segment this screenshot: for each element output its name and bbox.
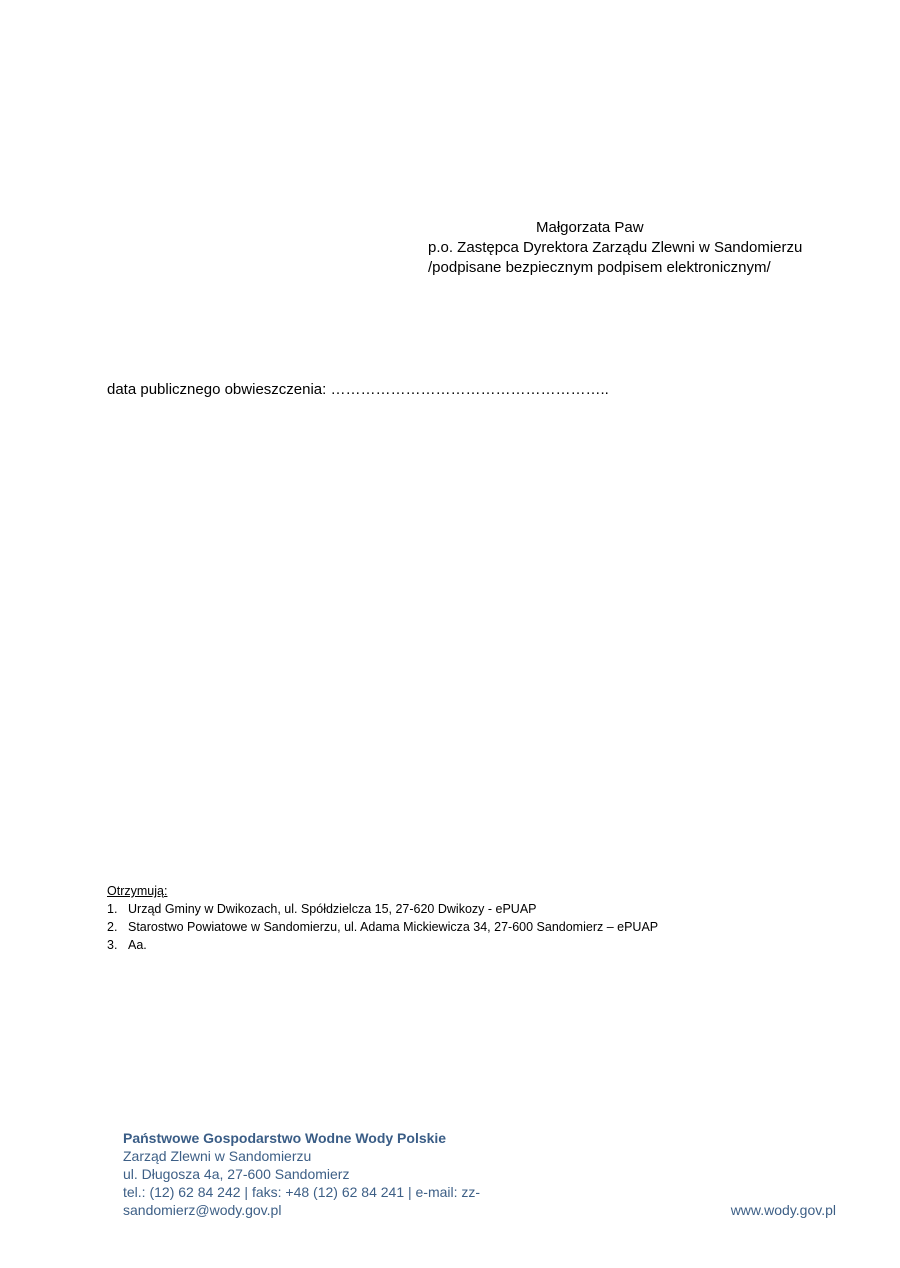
signature-block <box>428 218 848 278</box>
list-item-number: 1. <box>107 902 118 916</box>
footer-address: ul. Długosza 4a, 27-600 Sandomierz <box>123 1166 350 1182</box>
footer-website-link[interactable]: www.wody.gov.pl <box>730 1202 836 1218</box>
signature-note: /podpisane bezpiecznym podpisem elektronicznym/ <box>428 259 771 276</box>
signatory-name: Małgorzata Paw <box>536 219 644 236</box>
list-item <box>107 936 658 954</box>
publication-date-field: data publicznego obwieszczenia: ……………………………………………….. <box>107 381 609 398</box>
list-item <box>107 918 658 936</box>
footer-organization: Państwowe Gospodarstwo Wodne Wody Polskie <box>123 1130 447 1146</box>
list-item-text: Aa. <box>128 938 147 952</box>
footer-contact-line: tel.: (12) 62 84 242 | faks: +48 (12) 62 84 241 | e-mail: zz- <box>123 1184 481 1200</box>
list-item-number: 3. <box>107 938 118 952</box>
list-item-text: Urząd Gminy w Dwikozach, ul. Spółdzielcza 15, 27-620 Dwikozy - ePUAP <box>128 902 537 916</box>
footer-unit: Zarząd Zlewni w Sandomierzu <box>123 1148 312 1164</box>
list-item-text: Starostwo Powiatowe w Sandomierzu, ul. Adama Mickiewicza 34, 27-600 Sandomierz – ePUAP <box>128 920 659 934</box>
list-item-number: 2. <box>107 920 118 934</box>
recipients-header: Otrzymują: <box>107 884 168 898</box>
footer-contact <box>123 1129 480 1219</box>
recipients-section <box>107 882 658 954</box>
signatory-title: p.o. Zastępca Dyrektora Zarządu Zlewni w Sandomierzu <box>428 239 803 256</box>
list-item <box>107 900 658 918</box>
footer-email: sandomierz@wody.gov.pl <box>123 1202 282 1218</box>
recipients-list <box>107 900 658 954</box>
